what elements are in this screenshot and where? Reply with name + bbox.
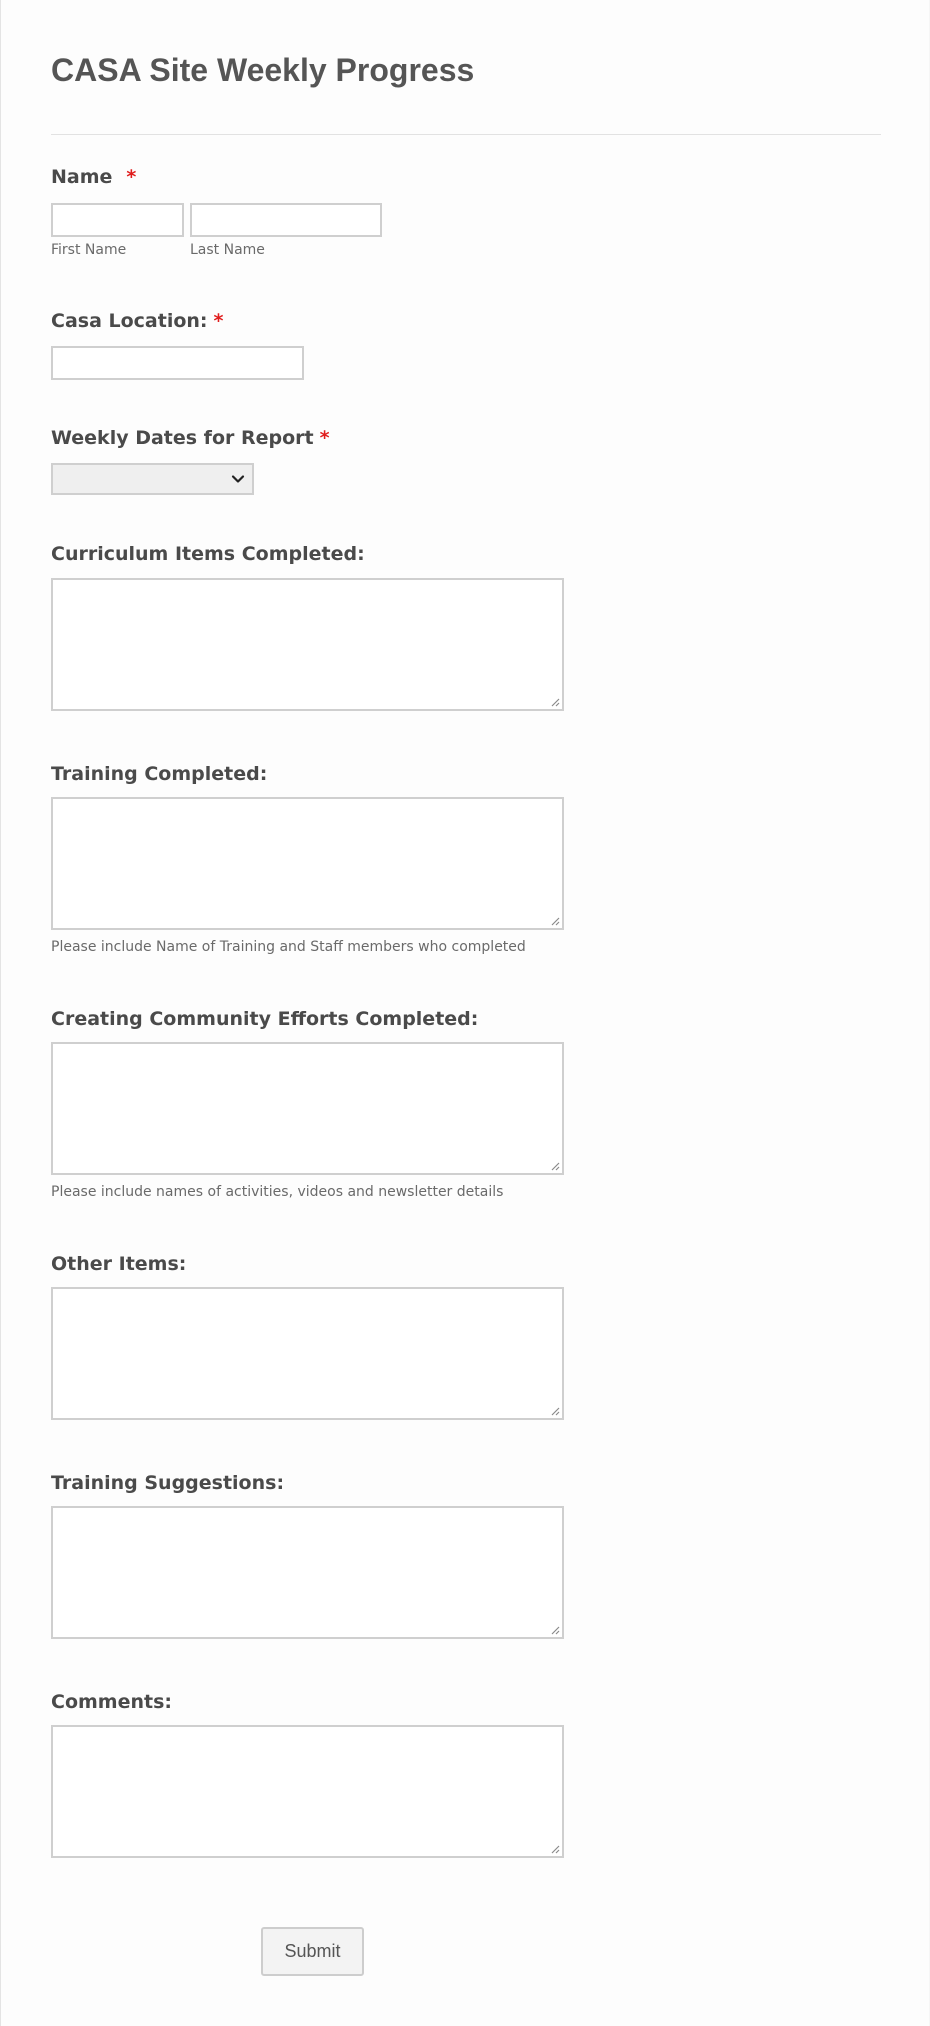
curriculum-items-label: Curriculum Items Completed: (51, 543, 365, 565)
resize-grip-icon[interactable] (550, 1844, 560, 1854)
last-name-sublabel: Last Name (190, 242, 265, 258)
resize-grip-icon[interactable] (550, 1161, 560, 1171)
training-completed-label: Training Completed: (51, 763, 268, 785)
required-marker: * (213, 310, 224, 332)
first-name-sublabel: First Name (51, 242, 127, 258)
chevron-down-icon (230, 471, 246, 487)
community-efforts-textarea[interactable] (51, 1042, 564, 1175)
first-name-input[interactable] (51, 203, 184, 237)
weekly-dates-label-text: Weekly Dates for Report (51, 427, 314, 449)
required-marker: * (126, 166, 137, 188)
name-label-text: Name (51, 166, 113, 188)
training-completed-textarea[interactable] (51, 797, 564, 930)
weekly-dates-label (51, 427, 330, 449)
page-title: CASA Site Weekly Progress (51, 52, 475, 88)
required-marker: * (319, 427, 330, 449)
other-items-textarea[interactable] (51, 1287, 564, 1420)
weekly-dates-select[interactable] (51, 463, 254, 495)
title-divider (51, 134, 881, 135)
resize-grip-icon[interactable] (550, 1406, 560, 1416)
training-suggestions-textarea[interactable] (51, 1506, 564, 1639)
comments-label: Comments: (51, 1691, 172, 1713)
training-completed-hint: Please include Name of Training and Staff members who completed (51, 939, 526, 955)
resize-grip-icon[interactable] (550, 916, 560, 926)
submit-button[interactable]: Submit (261, 1927, 364, 1976)
other-items-label: Other Items: (51, 1253, 187, 1275)
resize-grip-icon[interactable] (550, 697, 560, 707)
last-name-input[interactable] (190, 203, 382, 237)
resize-grip-icon[interactable] (550, 1625, 560, 1635)
casa-location-label-text: Casa Location: (51, 310, 208, 332)
casa-location-label (51, 310, 223, 332)
comments-textarea[interactable] (51, 1725, 564, 1858)
name-label (51, 166, 136, 188)
casa-location-input[interactable] (51, 346, 304, 380)
community-efforts-hint: Please include names of activities, videos and newsletter details (51, 1184, 504, 1200)
training-suggestions-label: Training Suggestions: (51, 1472, 285, 1494)
community-efforts-label: Creating Community Efforts Completed: (51, 1008, 479, 1030)
curriculum-items-textarea[interactable] (51, 578, 564, 711)
